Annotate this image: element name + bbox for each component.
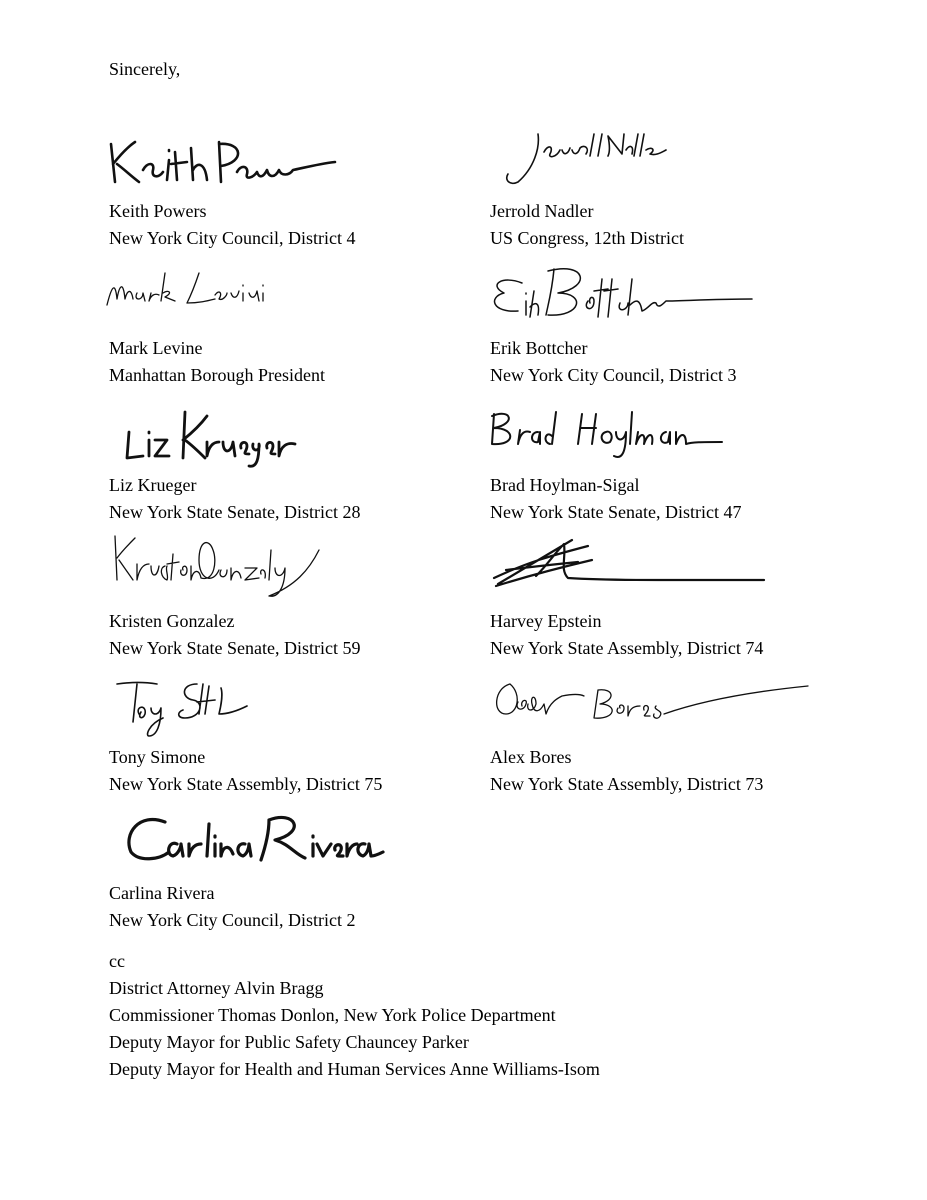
signature-kristen-gonzalez-drawing <box>109 530 329 604</box>
signer-title: New York State Senate, District 28 <box>109 502 361 522</box>
signature-image <box>109 530 329 604</box>
signer-name: Jerrold Nadler <box>490 201 594 221</box>
signature-image <box>111 674 271 740</box>
signer-title: New York State Assembly, District 73 <box>490 774 764 794</box>
signer-title: New York State Senate, District 47 <box>490 502 742 522</box>
signature-image <box>488 674 818 734</box>
cc-label: cc <box>109 951 125 971</box>
signature-harvey-epstein-drawing <box>488 534 778 594</box>
signer-name: Carlina Rivera <box>109 883 215 903</box>
signer-name: Kristen Gonzalez <box>109 611 235 631</box>
signer-name: Liz Krueger <box>109 475 197 495</box>
signature-image <box>486 402 736 462</box>
signature-image <box>488 534 778 594</box>
signer-title: New York City Council, District 4 <box>109 228 356 248</box>
signer-title: New York State Senate, District 59 <box>109 638 361 658</box>
signature-image <box>123 402 303 468</box>
signature-alex-bores-drawing <box>488 674 818 734</box>
signature-carlina-rivera-drawing <box>119 804 389 874</box>
signature-erik-bottcher-drawing <box>482 261 762 331</box>
cc-recipient: Deputy Mayor for Health and Human Services Anne Williams-Isom <box>109 1059 600 1079</box>
signature-image <box>119 804 389 874</box>
signature-tony-simone-drawing <box>111 674 271 740</box>
signer-name: Alex Bores <box>490 747 572 767</box>
signature-image <box>103 265 303 325</box>
cc-recipient: Commissioner Thomas Donlon, New York Police Department <box>109 1005 556 1025</box>
signer-title: New York State Assembly, District 75 <box>109 774 383 794</box>
signature-mark-levine-drawing <box>103 265 303 325</box>
signer-name: Keith Powers <box>109 201 207 221</box>
cc-list <box>109 950 600 1085</box>
signature-keith-powers-drawing <box>103 132 343 192</box>
cc-recipient: Deputy Mayor for Public Safety Chauncey Parker <box>109 1032 469 1052</box>
signer-title: New York City Council, District 2 <box>109 910 356 930</box>
signer-title: New York City Council, District 3 <box>490 365 737 385</box>
signature-brad-hoylman-drawing <box>486 402 736 462</box>
signature-image <box>498 128 668 188</box>
signer-name: Mark Levine <box>109 338 203 358</box>
signer-name: Erik Bottcher <box>490 338 588 358</box>
signature-image <box>482 261 762 331</box>
signer-title: Manhattan Borough President <box>109 365 325 385</box>
signature-liz-krueger-drawing <box>123 402 303 468</box>
closing-text: Sincerely, <box>109 59 181 79</box>
signer-title: US Congress, 12th District <box>490 228 685 248</box>
signer-name: Tony Simone <box>109 747 206 767</box>
signer-name: Brad Hoylman-Sigal <box>490 475 640 495</box>
signature-image <box>103 132 343 192</box>
cc-recipient: District Attorney Alvin Bragg <box>109 978 324 998</box>
signer-title: New York State Assembly, District 74 <box>490 638 764 658</box>
signature-jerrold-nadler-drawing <box>498 128 668 188</box>
signer-name: Harvey Epstein <box>490 611 602 631</box>
